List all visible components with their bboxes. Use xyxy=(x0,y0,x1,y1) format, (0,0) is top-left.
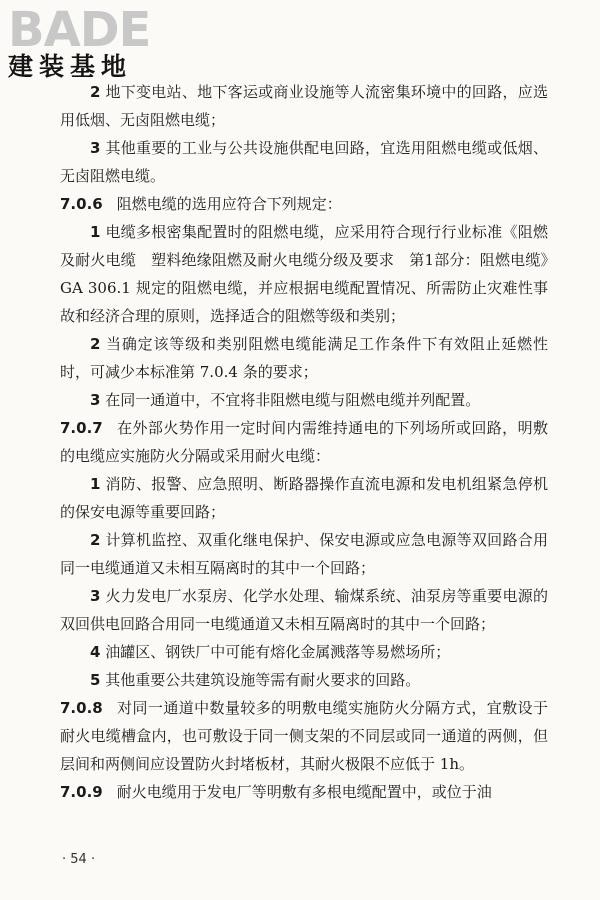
clause-number: 7.0.9 xyxy=(60,783,103,801)
list-item-paragraph xyxy=(60,134,548,190)
paragraph-text: 在同一通道中，不宜将非阻燃电缆与阻燃电缆并列配置。 xyxy=(105,391,481,409)
item-number: 4 xyxy=(90,643,101,661)
document-body xyxy=(60,78,548,806)
clause-number: 7.0.8 xyxy=(60,699,103,717)
list-item-paragraph xyxy=(60,582,548,638)
item-number: 3 xyxy=(90,139,101,157)
paragraph-text: 电缆多根密集配置时的阻燃电缆，应采用符合现行行业标准《阻燃及耐火电缆 塑料绝缘阻燃及耐火电缆分级及要求 第1部分：阻燃电缆》GA 306.1 规定的阻燃电缆，并应根据电缆配置情况、所需防止灾难性事故和经济合理的原则，选择适合的阻燃等级和类别； xyxy=(60,223,548,325)
item-number: 5 xyxy=(90,671,101,689)
logo-brand-text: BADE xyxy=(8,2,151,58)
clause-number: 7.0.6 xyxy=(60,195,103,213)
list-item-paragraph xyxy=(60,78,548,134)
list-item-paragraph xyxy=(60,386,548,414)
paragraph-text: 耐火电缆用于发电厂等明敷有多根电缆配置中，或位于油 xyxy=(116,783,492,801)
paragraph-text: 在外部火势作用一定时间内需维持通电的下列场所或回路，明敷的电缆应实施防火分隔或采用耐火电缆： xyxy=(60,419,548,465)
paragraph-text: 其他重要的工业与公共设施供配电回路，宜选用阻燃电缆或低烟、无卤阻燃电缆。 xyxy=(60,139,548,185)
list-item-paragraph xyxy=(60,526,548,582)
paragraph-text: 油罐区、钢铁厂中可能有熔化金属溅落等易燃场所； xyxy=(105,643,451,661)
paragraph-text: 其他重要公共建筑设施等需有耐火要求的回路。 xyxy=(105,671,421,689)
paragraph-text: 火力发电厂水泵房、化学水处理、输煤系统、油泵房等重要电源的双回供电回路合用同一电缆通道又未相互隔离时的其中一个回路； xyxy=(60,587,548,633)
list-item-paragraph xyxy=(60,666,548,694)
item-number: 2 xyxy=(90,531,101,549)
item-number: 1 xyxy=(90,223,101,241)
list-item-paragraph xyxy=(60,330,548,386)
paragraph-text: 地下变电站、地下客运或商业设施等人流密集环境中的回路，应选用低烟、无卤阻燃电缆； xyxy=(60,83,548,129)
item-number: 2 xyxy=(90,335,101,353)
paragraph-text: 消防、报警、应急照明、断路器操作直流电源和发电机组紧急停机的保安电源等重要回路； xyxy=(60,475,548,521)
item-number: 3 xyxy=(90,587,101,605)
list-item-paragraph xyxy=(60,470,548,526)
clause-number: 7.0.7 xyxy=(60,419,103,437)
clause-paragraph xyxy=(60,778,548,806)
item-number: 1 xyxy=(90,475,101,493)
paragraph-text: 计算机监控、双重化继电保护、保安电源或应急电源等双回路合用同一电缆通道又未相互隔离时的其中一个回路； xyxy=(60,531,548,577)
clause-paragraph xyxy=(60,414,548,470)
logo-subtitle: 建装基地 xyxy=(8,52,133,81)
clause-paragraph xyxy=(60,190,548,218)
item-number: 2 xyxy=(90,83,101,101)
bade-logo xyxy=(8,4,178,82)
paragraph-text: 当确定该等级和类别阻燃电缆能满足工作条件下有效阻止延燃性时，可减少本标准第 7.0.4 条的要求； xyxy=(60,335,548,381)
page-number: · 54 · xyxy=(62,852,96,867)
list-item-paragraph xyxy=(60,218,548,330)
paragraph-text: 对同一通道中数量较多的明敷电缆实施防火分隔方式，宜敷设于耐火电缆槽盒内，也可敷设于同一侧支架的不同层或同一通道的两侧，但层间和两侧间应设置防火封堵板材，其耐火极限不应低于 1h。 xyxy=(60,699,548,773)
list-item-paragraph xyxy=(60,638,548,666)
paragraph-text: 阻燃电缆的选用应符合下列规定： xyxy=(116,195,342,213)
item-number: 3 xyxy=(90,391,101,409)
clause-paragraph xyxy=(60,694,548,778)
